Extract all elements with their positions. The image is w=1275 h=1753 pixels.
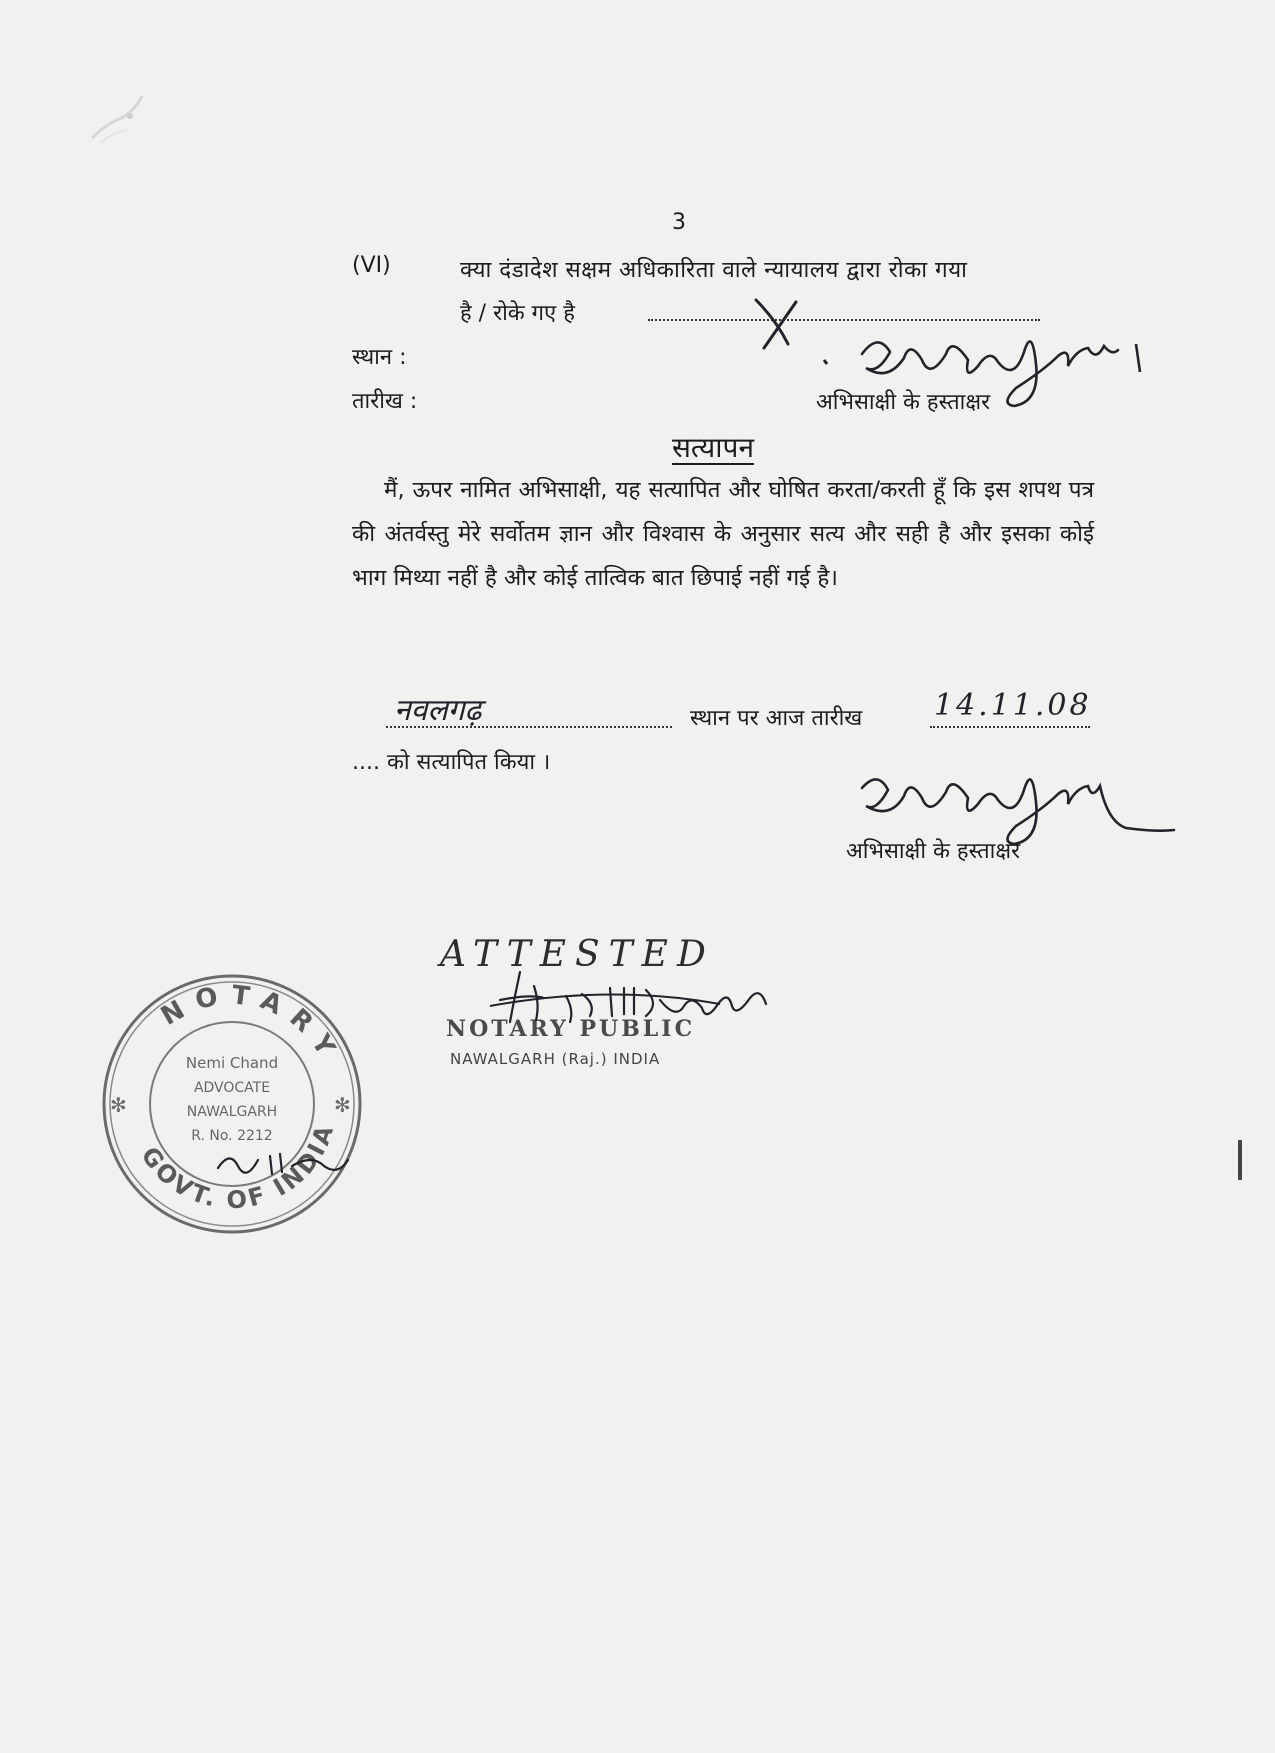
handwritten-cross (748, 296, 818, 356)
attested-stamp-text: ATTESTED (440, 934, 715, 975)
seal-top-text: NOTARY (156, 979, 347, 1072)
signature-caption-1: अभिसाक्षी के हस्ताक्षर (816, 390, 991, 415)
verification-heading: सत्यापन (672, 431, 754, 464)
clause-text-line2: है / रोके गए है (460, 301, 575, 326)
paper-crease-mark (82, 88, 172, 158)
seal-place: NAWALGARH (186, 1104, 278, 1120)
seal-right-star: ✻ (334, 1093, 351, 1117)
handwritten-date: 14.11.08 (934, 688, 1092, 723)
signature-caption-2: अभिसाक्षी के हस्ताक्षर (846, 839, 1021, 864)
notary-location-text: NAWALGARH (Raj.) INDIA (450, 1050, 661, 1068)
place-date-text: स्थान पर आज तारीख (690, 706, 863, 731)
verification-body: मैं, ऊपर नामित अभिसाक्षी, यह सत्यापित और घोषित करता/करती हूँ कि इस शपथ पत्र की अंतर्वस्तु मेरे सर्वोतम ज्ञान और विश्वास के अनुसार सत्य और सही है और इसका कोई भाग मिथ्या नहीं है और कोई तात्विक बात छिपाई नहीं गई है। (352, 477, 1094, 591)
date-label: तारीख : (352, 389, 418, 414)
place-label: स्थान : (352, 345, 407, 370)
seal-title: ADVOCATE (193, 1080, 271, 1096)
notary-signature (470, 960, 810, 1040)
place-blank (386, 726, 672, 728)
clause-answer-blank (648, 319, 1040, 321)
notary-seal (98, 970, 366, 1238)
notary-public-text: NOTARY PUBLIC (446, 1016, 696, 1042)
seal-reg-number: R. No. 2212 (191, 1128, 273, 1144)
seal-bottom-text: GOVT. OF INDIA (135, 1119, 340, 1215)
seal-left-star: ✻ (110, 1093, 127, 1117)
date-blank (930, 726, 1090, 728)
clause-text-line1: क्या दंडादेश सक्षम अधिकारिता वाले न्यायालय द्वारा रोका गया (460, 257, 968, 283)
clause-label: (VI) (352, 253, 391, 278)
edge-mark (1238, 1140, 1242, 1180)
handwritten-place: नवलगढ़ (394, 693, 482, 728)
page-number: 3 (672, 210, 686, 235)
seal-name: Nemi Chand (185, 1054, 279, 1072)
verification-closing: .... को सत्यापित किया । (352, 750, 551, 775)
